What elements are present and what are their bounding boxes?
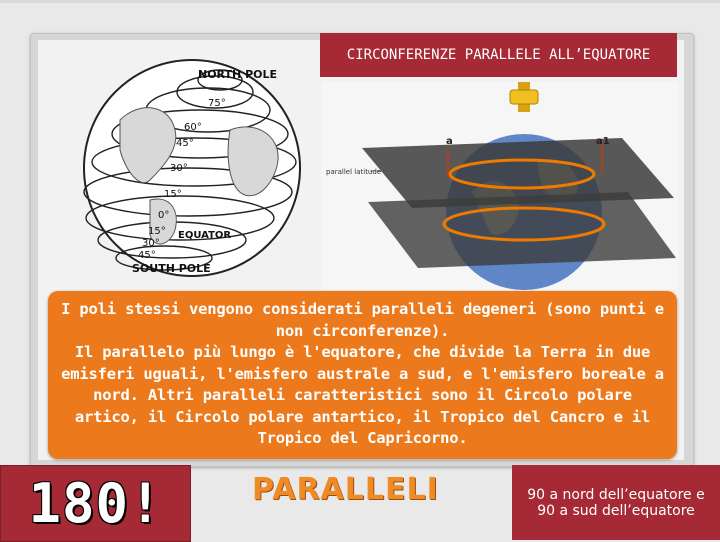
south-pole-label: SOUTH POLE (132, 262, 211, 275)
point-a-label: a (446, 136, 453, 147)
equator-label: EQUATOR (178, 230, 232, 241)
keyword-text: PARALLELI (252, 472, 439, 507)
lat-label: 45° (176, 138, 194, 149)
globe-svg (80, 50, 305, 285)
number-box (0, 465, 191, 542)
lat-label: 15° (148, 226, 166, 237)
parallel-latitude-label: parallel latitude (326, 168, 382, 176)
slide-title: CIRCONFERENZE PARALLELE ALL’EQUATORE (320, 33, 677, 77)
north-pole-label: NORTH POLE (198, 68, 278, 81)
parallel-planes-diagram (322, 82, 678, 290)
lat-label: 30° (170, 163, 188, 174)
globe-drawing (80, 50, 305, 285)
lat-label: 75° (208, 98, 226, 109)
planes-svg (322, 82, 678, 290)
lat-label: 30° (142, 238, 160, 249)
note-text: 90 a nord dell’equatore e 90 a sud dell’equatore (527, 486, 705, 519)
big-number: 180! (28, 472, 163, 535)
lat-label: 45° (138, 250, 156, 261)
note-box (512, 465, 720, 540)
callout-text (48, 291, 677, 459)
callout-body: I poli stessi vengono considerati paralleli degeneri (sono punti e non circonferenze). Il parallelo più lungo è l'equatore, che divide la Terra in due emisferi uguali, l'emisfero australe a sud, e l'emisfero boreale a nord. Altri paralleli caratteristici sono il Circolo polare artico, il Circolo polare antartico, il Tropico del Cancro e il Tropico del Capricorno. (61, 300, 664, 447)
lat-label: 60° (184, 122, 202, 133)
lat-label: 15° (164, 189, 182, 200)
top-stripe (0, 0, 720, 3)
lat-label: 0° (158, 210, 170, 221)
point-a1-label: a1 (596, 136, 610, 147)
